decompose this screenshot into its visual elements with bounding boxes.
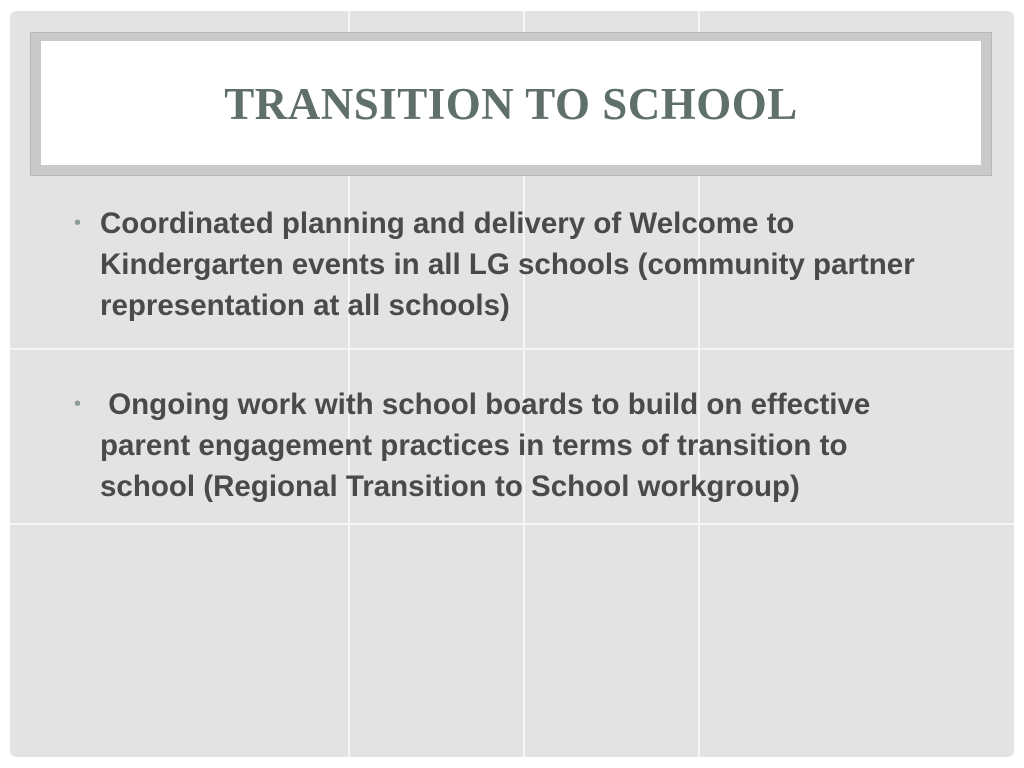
bullet-marker: •	[74, 212, 82, 234]
slide	[10, 11, 1014, 757]
slide-title: TRANSITION TO SCHOOL	[224, 78, 798, 129]
bullet-list	[10, 11, 1014, 757]
bullet-item	[74, 384, 930, 507]
bullet-marker: •	[74, 393, 82, 415]
bullet-text: Coordinated planning and delivery of Welcome to Kindergarten events in all LG schools (community partner representation at all schools)	[100, 207, 923, 322]
bullet-text: Ongoing work with school boards to build on effective parent engagement practices in terms of transition to school (Regional Transition to School workgroup)	[100, 388, 879, 503]
bullet-item	[74, 203, 930, 326]
